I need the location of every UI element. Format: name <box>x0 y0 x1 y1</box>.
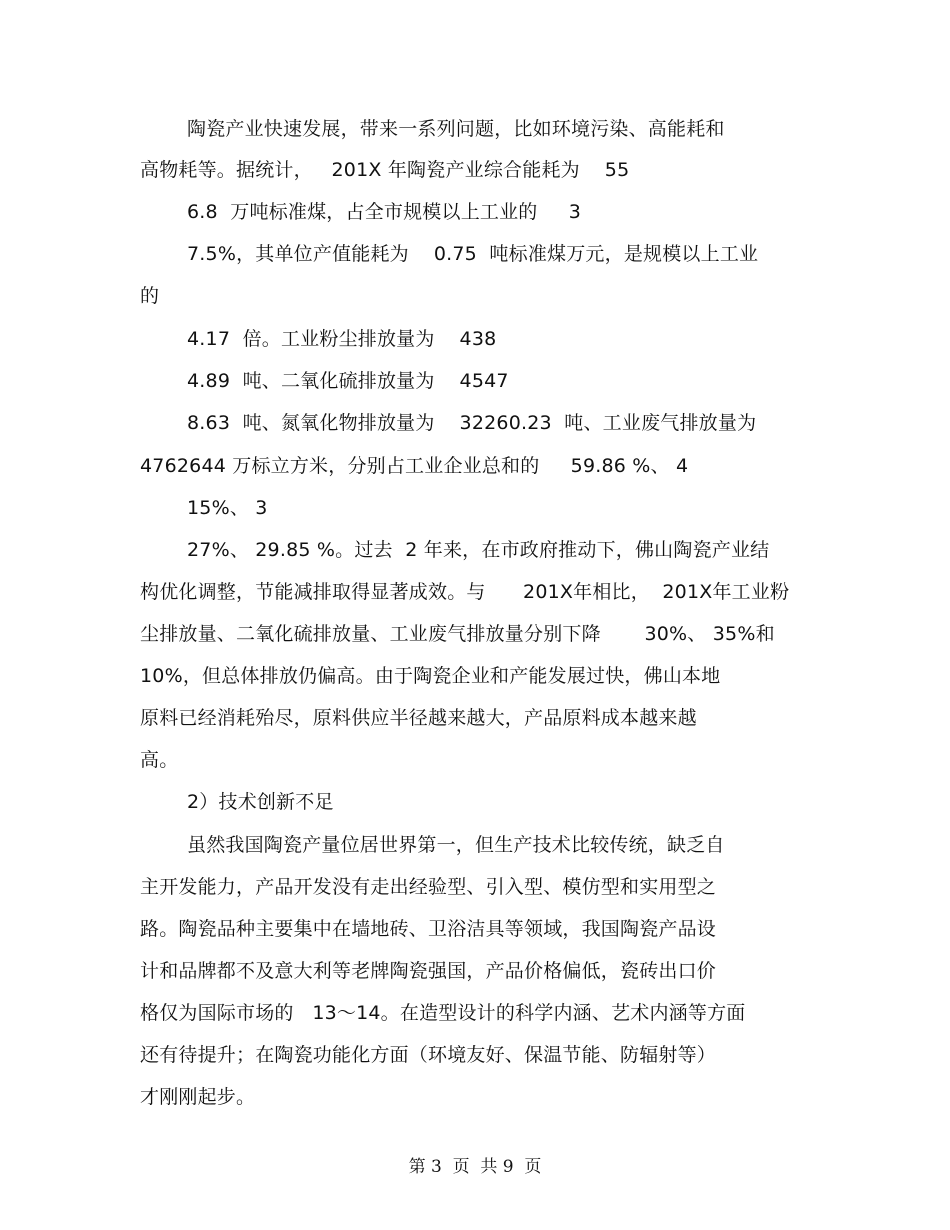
text-line: 尘排放量、二氧化硫排放量、工业废气排放量分别下降 30%、 35%和 <box>140 623 775 645</box>
text-line: 原料已经消耗殆尽，原料供应半径越来越大，产品原料成本越来越 <box>140 707 697 729</box>
text-line: 27%、 29.85 %。过去 2 年来，在市政府推动下，佛山陶瓷产业结 <box>187 539 770 561</box>
text-line: 高。 <box>140 749 179 771</box>
page-number-footer: 第 3 页 共 9 页 <box>408 1157 542 1177</box>
text-line: 虽然我国陶瓷产量位居世界第一，但生产技术比较传统，缺乏自 <box>187 834 725 856</box>
text-line: 7.5%，其单位产值能耗为 0.75 吨标准煤万元，是规模以上工业 <box>187 243 759 265</box>
section-heading: 2）技术创新不足 <box>187 791 334 813</box>
text-line: 8.63 吨、氮氧化物排放量为 32260.23 吨、工业废气排放量为 <box>187 412 757 434</box>
text-line: 构优化调整，节能减排取得显著成效。与 201X年相比， 201X年工业粉 <box>140 581 790 603</box>
text-line: 4762644 万标立方米，分别占工业企业总和的 59.86 %、 4 <box>140 455 689 477</box>
text-line: 15%、 3 <box>187 497 268 519</box>
text-line: 格仅为国际市场的 13～14。在造型设计的科学内涵、艺术内涵等方面 <box>140 1002 746 1024</box>
text-line: 主开发能力，产品开发没有走出经验型、引入型、模仿型和实用型之 <box>140 876 717 898</box>
text-line: 4.17 倍。工业粉尘排放量为 438 <box>187 328 497 350</box>
text-line: 计和品牌都不及意大利等老牌陶瓷强国，产品价格偏低，瓷砖出口价 <box>140 960 717 982</box>
text-line: 陶瓷产业快速发展，带来一系列问题，比如环境污染、高能耗和 <box>187 118 725 140</box>
text-line: 路。陶瓷品种主要集中在墙地砖、卫浴洁具等领域，我国陶瓷产品设 <box>140 918 717 940</box>
text-line: 6.8 万吨标准煤，占全市规模以上工业的 3 <box>187 201 581 223</box>
text-line: 才刚刚起步。 <box>140 1086 256 1108</box>
text-line: 10%，但总体排放仍偏高。由于陶瓷企业和产能发展过快，佛山本地 <box>140 665 721 687</box>
text-line: 的 <box>140 285 160 307</box>
text-line: 高物耗等。据统计， 201X 年陶瓷产业综合能耗为 55 <box>140 159 630 181</box>
text-line: 还有待提升；在陶瓷功能化方面（环境友好、保温节能、防辐射等） <box>140 1044 717 1066</box>
text-line: 4.89 吨、二氧化硫排放量为 4547 <box>187 370 509 392</box>
